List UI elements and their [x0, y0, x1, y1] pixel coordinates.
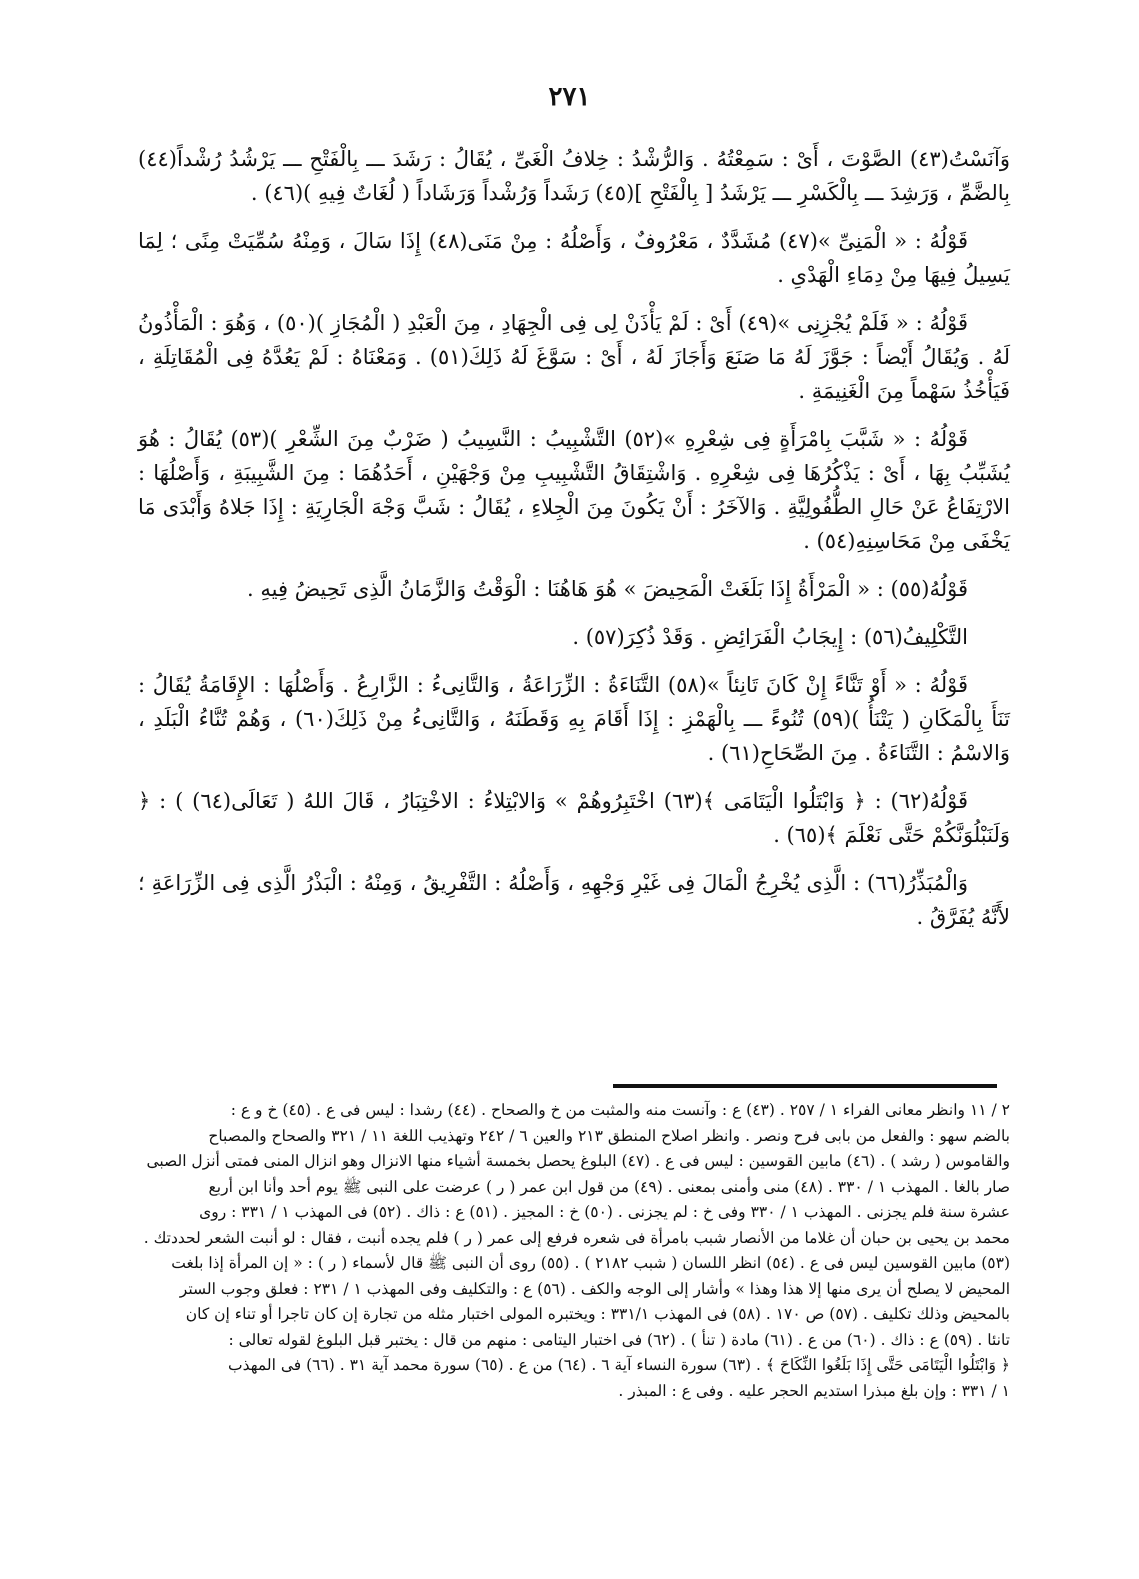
footnote-line: والقاموس ( رشد ) . (٤٦) مابين القوسين : ليس فى ع . (٤٧) البلوغ يحصل بخمسة أشياء منها الانزال وهو انزال المنى فمتى أنزل الصبى — [146, 1152, 1010, 1170]
paragraph-lam-yujizni: قَوْلُهُ : « فَلَمْ يُجْزِنِى »(٤٩) أَىْ : لَمْ يَأْذَنْ لِى فِى الْجِهَادِ ، مِنَ الْعَبْدِ ( الْمُجَازِ )(٥٠) ، وَهُوَ : الْمَأْذُونُ لَهُ . وَيُقَالُ أَيْضاً : جَوَّزَ لَهُ مَا صَنَعَ وَأَجَازَ لَهُ ، أَىْ : سَوَّغَ لَهُ ذَلِكَ(٥١) . وَمَعْنَاهُ : لَمْ يَعُدَّهُ فِى الْمُقَاتِلَةِ ، فَيَأْخُذُ سَهْماً مِنَ الْغَنِيمَةِ . — [138, 311, 1010, 403]
footnote-line: عشرة سنة فلم يجزنى . المهذب ١ / ٣٣٠ وفى خ : لم يجزنى . (٥٠) خ : المجيز . (٥١) ع : ذاك . (٥٢) فى المهذب ١ / ٣٣١ : روى — [199, 1203, 1010, 1221]
footnote-line: (٥٣) مابين القوسين ليس فى ع . (٥٤) انظر اللسان ( شبب ٢١٨٢ ) . (٥٥) روى أن النبى ﷺ قال لأسماء ( ر ) : « إن المرأة إذا بلغت — [171, 1254, 1010, 1272]
footnote-line: صار بالغا . المهذب ١ / ٣٣٠ . (٤٨) منى وأمنى بمعنى . (٤٩) من قول ابن عمر ( ر ) عرضت على النبى ﷺ يوم أحد وأنا ابن أربع — [208, 1177, 1010, 1196]
paragraph-tannaa: قَوْلُهُ : « أَوْ تَنَّاءً إِنْ كَانَ تَانِئاً »(٥٨) التَّنَاءَةُ : الزِّرَاعَةُ ، وَالتَّانِىءُ : الزَّارِعُ . وَأَصْلُهَا : الإِقَامَةُ يُقَالُ : تَنَأَ بِالْمَكَانِ ( يَتْنَأُ )(٥٩) تُنُوءً ـــ بِالْهَمْزِ : إِذَا أَقَامَ بِهِ وَقَطَنَهُ ، وَالتَّانِىءُ مِنْ ذَلِكَ(٦٠) ، وَهُمْ تُنَّاءُ الْبَلَدِ ، وَالاسْمُ : التَّنَاءَةُ . مِنَ الصِّحَاحِ(٦١) . — [138, 673, 1010, 765]
paragraph-al-mubadhir: وَالْمُبَذِّرُ(٦٦) : الَّذِى يُخْرِجُ الْمَالَ فِى غَيْرِ وَجْهِهِ ، وَأَصْلُهُ : التَّفْرِيقُ ، وَمِنْهُ : الْبَذْرُ الَّذِى فِى الزِّرَاعَةِ ؛ لأَنَّهُ يُفَرَّقُ . — [138, 871, 1010, 929]
paragraph-anastu: وَآنَسْتُ(٤٣) الصَّوْتَ ، أَىْ : سَمِعْتُهُ . وَالرُّشْدُ : خِلافُ الْغَىِّ ، يُقَالُ : رَشَدَ ـــ بِالْفَتْحِ ـــ يَرْشُدُ رُشْداً(٤٤) بِالضَّمِّ ، وَرَشِدَ ـــ بِالْكَسْرِ ـــ يَرْشَدُ [ بِالْفَتْحِ ](٤٥) رَشَداً وَرُشْداً وَرَشَاداً ( لُغَاتٌ فِيهِ )(٤٦) . — [138, 147, 1010, 205]
footnote-line: المحيض لا يصلح أن يرى منها إلا هذا وهذا » وأشار إلى الوجه والكف . (٥٦) ع : والتكليف وفى المهذب ١ / ٢٣١ : فعلق وجوب الستر — [179, 1279, 1010, 1298]
paragraph-shabbaba: قَوْلُهُ : « شَبَّبَ بِامْرَأَةٍ فِى شِعْرِهِ »(٥٢) التَّشْبِيبُ : النَّسِيبُ ( ضَرْبٌ مِنَ الشِّعْرِ )(٥٣) يُقَالُ : هُوَ يُشَبِّبُ بِهَا ، أَىْ : يَذْكُرُهَا فِى شِعْرِهِ . وَاشْتِقَاقُ التَّشْبِيبِ مِنْ وَجْهَيْنِ ، أَحَدُهُمَا : مِنَ الشَّبِيبَةِ ، وَأَصْلُهَا : الارْتِفَاعُ عَنْ حَالِ الطُّفُولِيَّةِ . وَالآخَرُ : أَنْ يَكُونَ مِنَ الْجِلاءِ ، يُقَالُ : شَبَّ وَجْهَ الْجَارِيَةِ : إِذَا جَلاهُ وَأَبْدَى مَا يَخْفَى مِنْ مَحَاسِنِهِ(٥٤) . — [138, 427, 1010, 553]
footnote-line: بالضم سهو : والفعل من بابى فرح ونصر . وانظر اصلاح المنطق ٢١٣ والعين ٦ / ٢٤٢ وتهذيب اللغة ١١ / ٣٢١ والصحاح والمصباح — [208, 1126, 1010, 1145]
paragraph-ibtalu: قَوْلُهُ(٦٢) : ﴿ وَابْتَلُوا الْيَتَامَى ﴾(٦٣) اخْتَبِرُوهُمْ » وَالابْتِلاءُ : الاخْتِبَارُ ، قَالَ اللهُ ( تَعَالَى(٦٤) ) : ﴿ وَلَنَبْلُوَنَّكُمْ حَتَّى نَعْلَمَ ﴾(٦٥) . — [138, 789, 1010, 847]
footnote-line: ١ / ٣٣١ : وإن بلغ مبذرا استديم الحجر عليه . وفى ع : المبذر . — [618, 1381, 1010, 1400]
footnote-divider — [613, 1084, 997, 1088]
footnote-line: ﴿ وَابْتَلُوا الْيَتَامَى حَتَّى إِذَا بَلَغُوا النِّكَاحَ ﴾ . (٦٣) سورة النساء آية ٦ . (٦٤) من ع . (٦٥) سورة محمد آية ٣١ . (٦٦) فى المهذب — [228, 1356, 1010, 1374]
footnote-line: بالمحيض وذلك تكليف . (٥٧) ص ١٧٠ . (٥٨) فى المهذب ٣٣١/١ : ويختبره المولى اختبار مثله من تجارة إن كان تاجرا أو تناء إن كان — [185, 1305, 1010, 1323]
footnote-line: ٢ / ١١ وانظر معانى الفراء ١ / ٢٥٧ . (٤٣) ع : وآنست منه والمثبت من خ والصحاح . (٤٤) رشدا : ليس فى ع . (٤٥) خ و ع : — [230, 1101, 1010, 1119]
page-number: ٢٧١ — [548, 82, 591, 112]
footnote-line: محمد بن يحيى بن حبان أن غلاما من الأنصار شبب بامرأة فى شعره فرفع إلى عمر ( ر ) فلم يجده أنبت ، فقال : لو أنبت الشعر لحددتك . — [143, 1228, 1010, 1247]
paragraph-al-mani: قَوْلُهُ : « الْمَنِىِّ »(٤٧) مُشَدَّدٌ ، مَعْرُوفٌ ، وَأَصْلُهُ : مِنْ مَنَى(٤٨) إِذَا سَالَ ، وَمِنْهُ سُمِّيَتْ مِنًى ؛ لِمَا يَسِيلُ فِيهَا مِنْ دِمَاءِ الْهَدْىِ . — [138, 229, 1010, 287]
paragraph-at-taklif: التَّكْلِيفُ(٥٦) : إِيجَابُ الْفَرَائِضِ . وَقَدْ ذُكِرَ(٥٧) . — [572, 625, 968, 649]
footnotes — [138, 1098, 1010, 1404]
paragraph-al-mahid: قَوْلُهُ(٥٥) : « الْمَرْأَةُ إِذَا بَلَغَتْ الْمَحِيضَ » هُوَ هَاهُنَا : الْوَقْتُ وَالزَّمَانُ الَّذِى تَحِيضُ فِيهِ . — [247, 577, 968, 601]
footnote-line: تانئا . (٥٩) ع : ذاك . (٦٠) من ع . (٦١) مادة ( تنأ ) . (٦٢) فى اختبار اليتامى : منهم من قال : يختبر قبل البلوغ لقوله تعالى : — [228, 1330, 1010, 1349]
main-text — [138, 142, 1010, 948]
